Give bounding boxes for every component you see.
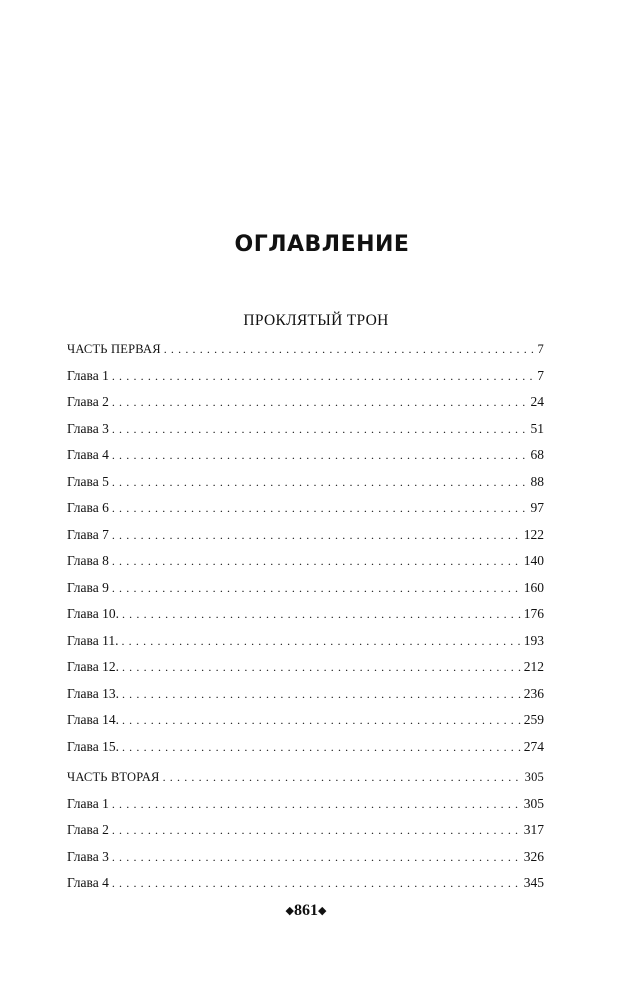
toc-entry-label: Глава 3	[67, 848, 109, 864]
toc-entry-page: 193	[523, 632, 544, 648]
toc-entry-chapter[interactable]	[67, 575, 544, 602]
toc-entry-page: 305	[524, 770, 544, 784]
toc-entry-chapter[interactable]	[67, 363, 544, 390]
toc-entry-chapter[interactable]	[67, 601, 544, 628]
toc-entry-page: 317	[523, 822, 544, 837]
toc-entry-label: Глава 12.	[67, 659, 119, 674]
dot-leader	[122, 681, 521, 708]
toc-entry-label: Глава 14.	[67, 712, 119, 727]
page-number-value: 861	[294, 902, 318, 919]
toc-entry-page: 259	[523, 712, 544, 727]
toc-entry-label: Глава 6	[67, 500, 109, 515]
toc-entry-chapter[interactable]	[67, 469, 544, 496]
ornament-right-icon: ◆	[318, 905, 327, 917]
toc-entry-part-1[interactable]	[67, 336, 544, 363]
toc-entry-label: Глава 2	[67, 394, 109, 409]
toc-entry-page: 68	[530, 447, 544, 462]
toc-entry-page: 97	[530, 500, 544, 515]
book-title: ПРОКЛЯТЫЙ ТРОН	[243, 312, 389, 329]
toc-entry-label: Глава 4	[67, 447, 109, 462]
toc-entry-page: 160	[523, 579, 544, 595]
dot-leader	[122, 654, 521, 681]
ornament-left-icon: ◆	[285, 905, 294, 917]
toc-entry-part-2[interactable]	[67, 764, 544, 791]
toc-entry-page: 326	[523, 848, 544, 864]
toc-entry-page: 305	[523, 795, 544, 811]
toc-entry-page: 236	[523, 685, 544, 701]
toc-entry-chapter[interactable]	[67, 495, 544, 522]
dot-leader	[112, 817, 521, 844]
dot-leader	[121, 628, 520, 655]
dot-leader	[112, 791, 521, 818]
dot-leader	[112, 844, 521, 871]
toc-entry-chapter[interactable]	[67, 817, 544, 844]
dot-leader	[112, 575, 521, 602]
toc-entry-label: Глава 15.	[67, 738, 119, 754]
toc-entry-label: Глава 4	[67, 875, 109, 890]
toc-entry-chapter[interactable]	[67, 548, 544, 575]
toc-entry-label: Глава 7	[67, 526, 109, 542]
toc-entry-page: 140	[523, 553, 544, 568]
page-number	[0, 902, 612, 920]
toc-entry-page: 7	[537, 342, 544, 356]
toc-entry-chapter[interactable]	[67, 870, 544, 897]
dot-leader	[112, 522, 521, 549]
dot-leader	[122, 601, 521, 628]
dot-leader	[122, 734, 521, 761]
toc-entry-chapter[interactable]	[67, 654, 544, 681]
dot-leader	[112, 363, 534, 390]
toc-entry-chapter[interactable]	[67, 707, 544, 734]
table-of-contents	[67, 336, 544, 897]
toc-entry-chapter[interactable]	[67, 389, 544, 416]
dot-leader	[122, 707, 521, 734]
toc-entry-chapter[interactable]	[67, 681, 544, 708]
toc-entry-chapter[interactable]	[67, 628, 544, 655]
toc-entry-label: Глава 5	[67, 473, 109, 489]
toc-entry-label: Глава 1	[67, 795, 109, 811]
toc-entry-label: Глава 1	[67, 367, 109, 383]
toc-entry-label: ЧАСТЬ ПЕРВАЯ	[67, 342, 161, 356]
toc-entry-page: 7	[537, 367, 544, 383]
toc-entry-label: Глава 13.	[67, 685, 119, 701]
toc-entry-page: 51	[530, 420, 544, 436]
toc-entry-label: Глава 10.	[67, 606, 119, 621]
toc-heading: ОГЛАВЛЕНИЕ	[234, 232, 410, 257]
toc-entry-label: Глава 8	[67, 553, 109, 568]
dot-leader	[112, 495, 528, 522]
toc-entry-chapter[interactable]	[67, 522, 544, 549]
dot-leader	[112, 389, 528, 416]
toc-entry-page: 274	[523, 738, 544, 754]
toc-entry-page: 122	[523, 526, 544, 542]
dot-leader	[112, 469, 528, 496]
toc-entry-chapter[interactable]	[67, 416, 544, 443]
toc-entry-chapter[interactable]	[67, 791, 544, 818]
dot-leader	[164, 336, 535, 363]
toc-entry-page: 212	[523, 659, 544, 674]
toc-entry-page: 345	[523, 875, 544, 890]
toc-entry-chapter[interactable]	[67, 442, 544, 469]
toc-entry-page: 88	[530, 473, 544, 489]
toc-entry-label: Глава 9	[67, 579, 109, 595]
toc-entry-label: Глава 3	[67, 420, 109, 436]
toc-entry-chapter[interactable]	[67, 844, 544, 871]
toc-entry-label: Глава 11.	[67, 632, 119, 648]
dot-leader	[112, 416, 528, 443]
dot-leader	[112, 548, 521, 575]
dot-leader	[112, 870, 521, 897]
dot-leader	[163, 764, 522, 791]
toc-entry-label: Глава 2	[67, 822, 109, 837]
toc-entry-page: 24	[530, 394, 544, 409]
toc-entry-label: ЧАСТЬ ВТОРАЯ	[67, 770, 160, 784]
toc-entry-chapter[interactable]	[67, 734, 544, 761]
dot-leader	[112, 442, 528, 469]
toc-entry-page: 176	[523, 606, 544, 621]
